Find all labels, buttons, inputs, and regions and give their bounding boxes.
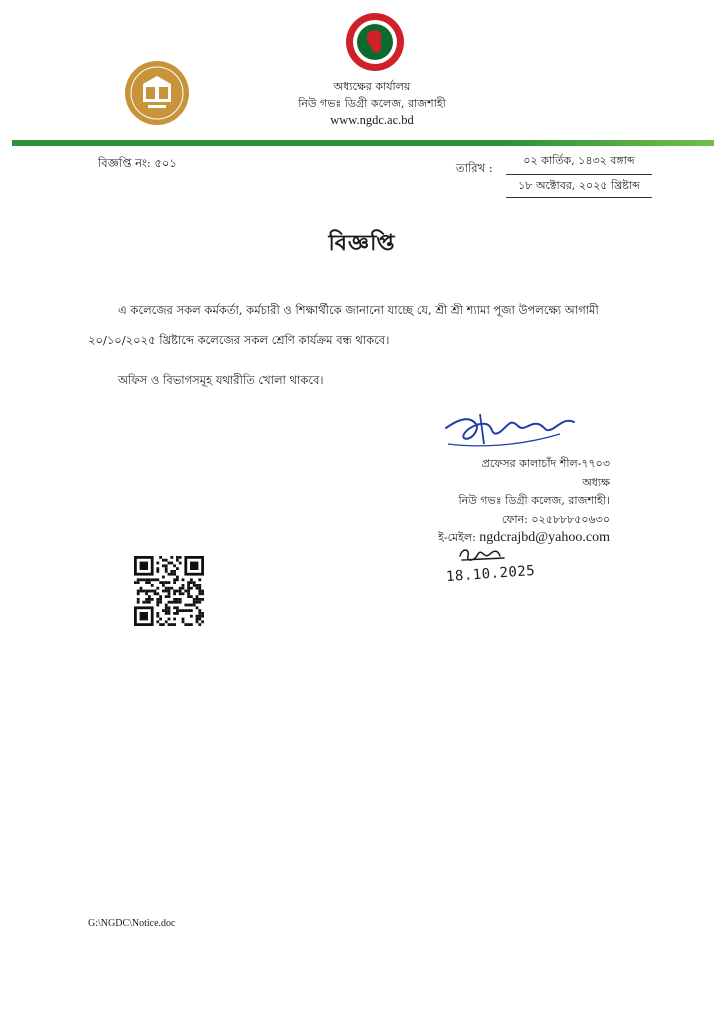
- signatory-institution: নিউ গভঃ ডিগ্রী কলেজ, রাজশাহী।: [458, 494, 610, 507]
- email-address: ngdcrajbd@yahoo.com: [479, 530, 610, 545]
- government-seal: [345, 12, 405, 72]
- qr-code[interactable]: [134, 556, 204, 626]
- notice-paragraph-2: অফিস ও বিভাগসমূহ যথারীতি খোলা থাকবে।: [118, 373, 324, 387]
- signatory-phone: ফোন: ০২৫৮৮৮৫০৬৩০: [501, 512, 610, 526]
- college-name: নিউ গভঃ ডিগ্রী কলেজ, রাজশাহী: [298, 97, 446, 110]
- date-block: [506, 152, 652, 198]
- signature: [440, 404, 580, 452]
- memo-number: বিজ্ঞপ্তি নং: ৫০১: [98, 156, 177, 170]
- file-path: G:\NGDC\Notice.doc: [88, 918, 176, 929]
- email-label: ই-মেইল:: [438, 531, 476, 544]
- office-title: অধ্যক্ষের কার্যালয়: [333, 80, 411, 93]
- signatory-name: প্রফেসর কালাচাঁদ শীল-৭৭০৩: [481, 457, 610, 470]
- signatory-designation: অধ্যক্ষ: [582, 475, 610, 489]
- college-logo: [124, 60, 190, 126]
- date-bangla: ০২ কার্তিক, ১৪৩২ বঙ্গাব্দ: [506, 152, 652, 175]
- notice-title: বিজ্ঞপ্তি: [328, 230, 396, 256]
- date-english: ১৮ অক্টোবর, ২০২৫ খ্রিষ্টাব্দ: [506, 175, 652, 198]
- notice-paragraph-1: এ কলেজের সকল কর্মকর্তা, কর্মচারী ও শিক্ষার্থীকে জানানো যাচ্ছে যে, শ্রী শ্রী শ্যামা পূজা উপলক্ষ্যে আগামী ২০/১০/২০২৫ খ্রিষ্টাব্দে কলেজের সকল শ্রেণি কার্যক্রম বন্ধ থাকবে।: [88, 303, 599, 347]
- signatory-block: [395, 455, 610, 548]
- initials-mark: [454, 542, 514, 566]
- date-label: তারিখ :: [456, 161, 493, 175]
- handwritten-date: 18.10.2025: [445, 562, 536, 586]
- office-header: [262, 78, 482, 129]
- header-divider: [12, 140, 714, 146]
- website: www.ngdc.ac.bd: [330, 113, 414, 127]
